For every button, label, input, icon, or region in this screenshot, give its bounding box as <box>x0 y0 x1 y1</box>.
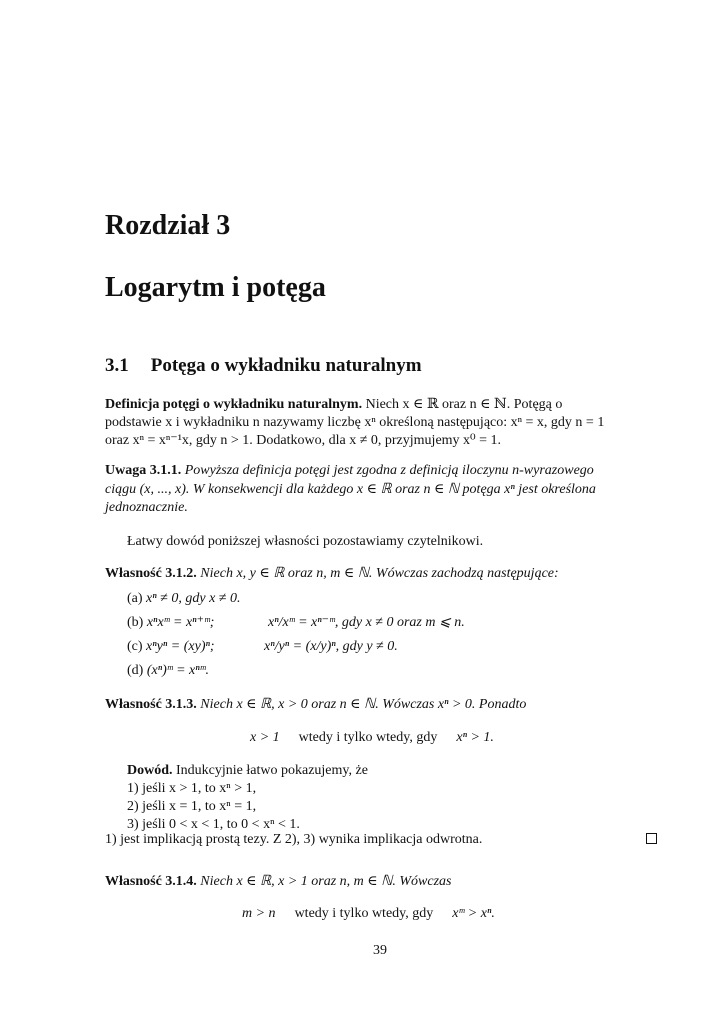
chapter-label: Rozdział 3 <box>105 210 231 241</box>
remark-line-1 <box>105 462 594 480</box>
remark-line-3: jednoznacznie. <box>105 500 188 515</box>
property-312-item-d <box>127 662 209 680</box>
remark-line1-rest: Powyższa definicja potęgi jest zgodna z definicją iloczynu n-wyrazowego <box>184 463 594 478</box>
easy-proof-note: Łatwy dowód poniższej własności pozostawiamy czytelnikowi. <box>127 534 484 549</box>
property-312-heading: Własność 3.1.2. <box>105 566 197 581</box>
proof-step-1: 1) jeśli x > 1, to xⁿ > 1, <box>127 781 257 796</box>
proof-step-3: 3) jeśli 0 < x < 1, to 0 < xⁿ < 1. <box>127 817 300 832</box>
property-314-text: Niech x ∈ ℝ, x > 1 oraz n, m ∈ ℕ. Wówczas <box>200 874 452 889</box>
proof-step-2: 2) jeśli x = 1, to xⁿ = 1, <box>127 799 257 814</box>
definition-heading: Definicja potęgi o wykładniku naturalnym. <box>105 397 363 412</box>
property-313-display <box>250 729 494 747</box>
proof-conclusion: 1) jest implikacją prostą tezy. Z 2), 3) wynika implikacja odwrotna. <box>105 832 483 847</box>
display-rhs: xᵐ > xⁿ. <box>452 906 495 921</box>
item-left: xⁿxᵐ = xⁿ⁺ᵐ; <box>146 615 215 630</box>
chapter-title: Logarytm i potęga <box>105 272 326 303</box>
definition-line-3: oraz xⁿ = xⁿ⁻¹x, gdy n > 1. Dodatkowo, dla x ≠ 0, przyjmujemy x⁰ = 1. <box>105 433 502 448</box>
item-left: xⁿyⁿ = (xy)ⁿ; <box>146 639 215 654</box>
property-313-heading: Własność 3.1.3. <box>105 697 197 712</box>
definition-line-1 <box>105 396 658 414</box>
property-314-statement <box>105 873 451 891</box>
item-label: (a) <box>127 591 143 606</box>
section-title: Potęga o wykładniku naturalnym <box>150 355 422 376</box>
section-heading <box>105 355 422 377</box>
property-314-heading: Własność 3.1.4. <box>105 874 197 889</box>
display-middle: wtedy i tylko wtedy, gdy <box>298 730 438 745</box>
definition-line1-rest: Niech x ∈ ℝ oraz n ∈ ℕ. Potęgą o <box>365 397 563 412</box>
item-label: (d) <box>127 663 144 678</box>
display-lhs: m > n <box>242 906 276 921</box>
property-312-item-a <box>127 590 240 608</box>
page-number: 39 <box>373 943 387 958</box>
item-label: (c) <box>127 639 143 654</box>
property-312-item-b-right: xⁿ/xᵐ = xⁿ⁻ᵐ, gdy x ≠ 0 oraz m ⩽ n. <box>268 615 465 630</box>
qed-square-icon <box>646 833 657 844</box>
display-lhs: x > 1 <box>250 730 280 745</box>
definition-line-2: podstawie x i wykładniku n nazywamy liczbę xⁿ określoną następująco: xⁿ = x, gdy n = 1 <box>105 415 605 430</box>
property-312-item-c-right: xⁿ/yⁿ = (x/y)ⁿ, gdy y ≠ 0. <box>264 639 398 654</box>
property-313-text: Niech x ∈ ℝ, x > 0 oraz n ∈ ℕ. Wówczas xⁿ > 0. Ponadto <box>200 697 527 712</box>
property-312-statement <box>105 565 559 583</box>
property-313-statement <box>105 696 526 714</box>
item-left: (xⁿ)ᵐ = xⁿᵐ. <box>146 663 210 678</box>
proof-intro <box>127 762 368 780</box>
property-312-item-b <box>127 614 214 632</box>
display-middle: wtedy i tylko wtedy, gdy <box>294 906 434 921</box>
item-left: xⁿ ≠ 0, gdy x ≠ 0. <box>146 591 241 606</box>
remark-heading: Uwaga 3.1.1. <box>105 463 182 478</box>
display-rhs: xⁿ > 1. <box>456 730 494 745</box>
property-312-text: Niech x, y ∈ ℝ oraz n, m ∈ ℕ. Wówczas zachodzą następujące: <box>200 566 559 581</box>
property-314-display <box>242 905 495 923</box>
property-312-item-c <box>127 638 215 656</box>
remark-line-2: ciągu (x, ..., x). W konsekwencji dla każdego x ∈ ℝ oraz n ∈ ℕ potęga xⁿ jest określona <box>105 482 596 497</box>
item-label: (b) <box>127 615 144 630</box>
proof-heading: Dowód. <box>127 763 173 778</box>
section-number: 3.1 <box>105 355 129 376</box>
proof-intro-text: Indukcyjnie łatwo pokazujemy, że <box>176 763 368 778</box>
